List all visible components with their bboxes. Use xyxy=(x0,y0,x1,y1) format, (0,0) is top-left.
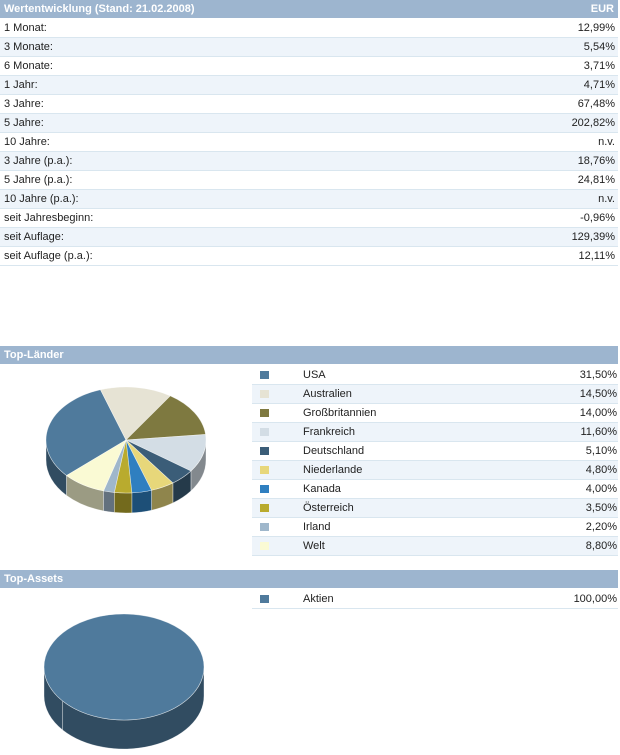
performance-value: n.v. xyxy=(598,136,615,148)
legend-value: 8,80% xyxy=(585,540,617,552)
legend-swatch xyxy=(260,447,269,455)
performance-label: 10 Jahre: xyxy=(4,136,50,148)
legend-label: Großbritannien xyxy=(303,407,377,419)
legend-label: Niederlande xyxy=(303,464,363,476)
countries-title: Top-Länder xyxy=(4,349,64,361)
legend-row xyxy=(252,423,618,442)
performance-row xyxy=(0,38,618,57)
performance-label: seit Jahresbeginn: xyxy=(4,212,94,224)
performance-value: 202,82% xyxy=(571,117,615,129)
legend-swatch xyxy=(260,428,269,436)
performance-label: 10 Jahre (p.a.): xyxy=(4,193,79,205)
pie-slice xyxy=(44,614,204,720)
legend-label: Frankreich xyxy=(303,426,355,438)
legend-value: 14,00% xyxy=(579,407,617,419)
performance-label: seit Auflage: xyxy=(4,231,64,243)
performance-header xyxy=(0,0,618,18)
performance-value: 67,48% xyxy=(577,98,615,110)
legend-swatch xyxy=(260,523,269,531)
assets-pie-chart xyxy=(0,590,250,755)
pie-slice-side xyxy=(114,492,132,513)
countries-pie-chart xyxy=(0,366,250,566)
performance-title: Wertentwicklung (Stand: 21.02.2008) xyxy=(4,3,195,15)
legend-row xyxy=(252,518,618,537)
legend-label: Aktien xyxy=(303,593,334,605)
legend-value: 4,00% xyxy=(585,483,617,495)
performance-row xyxy=(0,76,618,95)
legend-swatch xyxy=(260,504,269,512)
performance-label: seit Auflage (p.a.): xyxy=(4,250,93,262)
assets-legend xyxy=(252,590,618,609)
legend-swatch xyxy=(260,542,269,550)
legend-swatch xyxy=(260,466,269,474)
performance-value: 18,76% xyxy=(577,155,615,167)
legend-row xyxy=(252,404,618,423)
legend-value: 31,50% xyxy=(579,369,617,381)
pie-slice-side xyxy=(104,491,115,513)
performance-label: 6 Monate: xyxy=(4,60,53,72)
legend-row xyxy=(252,442,618,461)
performance-value: 5,54% xyxy=(583,41,615,53)
legend-row xyxy=(252,480,618,499)
legend-swatch xyxy=(260,371,269,379)
performance-value: 12,99% xyxy=(577,22,615,34)
performance-table xyxy=(0,19,618,266)
legend-value: 5,10% xyxy=(585,445,617,457)
legend-label: Australien xyxy=(303,388,352,400)
performance-label: 5 Jahre (p.a.): xyxy=(4,174,73,186)
legend-row xyxy=(252,385,618,404)
performance-row xyxy=(0,190,618,209)
performance-row xyxy=(0,228,618,247)
legend-row xyxy=(252,537,618,556)
legend-label: Irland xyxy=(303,521,331,533)
legend-label: Österreich xyxy=(303,502,354,514)
legend-value: 3,50% xyxy=(585,502,617,514)
performance-label: 1 Jahr: xyxy=(4,79,38,91)
legend-value: 4,80% xyxy=(585,464,617,476)
legend-swatch xyxy=(260,595,269,603)
legend-row xyxy=(252,366,618,385)
legend-row xyxy=(252,499,618,518)
countries-legend xyxy=(252,366,618,556)
performance-row xyxy=(0,209,618,228)
performance-row xyxy=(0,57,618,76)
legend-label: Kanada xyxy=(303,483,341,495)
legend-label: USA xyxy=(303,369,326,381)
legend-swatch xyxy=(260,409,269,417)
countries-header xyxy=(0,346,618,364)
legend-value: 100,00% xyxy=(573,593,617,605)
pie-slice-side xyxy=(132,490,152,513)
performance-value: 3,71% xyxy=(583,60,615,72)
performance-label: 3 Jahre: xyxy=(4,98,44,110)
legend-label: Welt xyxy=(303,540,325,552)
assets-header xyxy=(0,570,618,588)
legend-swatch xyxy=(260,390,269,398)
legend-value: 2,20% xyxy=(585,521,617,533)
performance-label: 5 Jahre: xyxy=(4,117,44,129)
performance-row xyxy=(0,133,618,152)
legend-row xyxy=(252,461,618,480)
assets-title: Top-Assets xyxy=(4,573,64,585)
performance-value: n.v. xyxy=(598,193,615,205)
performance-row xyxy=(0,247,618,266)
performance-row xyxy=(0,171,618,190)
performance-value: 12,11% xyxy=(578,250,615,262)
performance-label: 3 Jahre (p.a.): xyxy=(4,155,73,167)
performance-value: 129,39% xyxy=(571,231,615,243)
performance-row xyxy=(0,19,618,38)
performance-row xyxy=(0,114,618,133)
performance-label: 3 Monate: xyxy=(4,41,53,53)
performance-row xyxy=(0,95,618,114)
currency-label: EUR xyxy=(590,3,614,15)
performance-label: 1 Monat: xyxy=(4,22,47,34)
performance-value: -0,96% xyxy=(580,212,615,224)
legend-label: Deutschland xyxy=(303,445,365,457)
performance-value: 4,71% xyxy=(583,79,615,91)
performance-row xyxy=(0,152,618,171)
performance-value: 24,81% xyxy=(577,174,615,186)
legend-swatch xyxy=(260,485,269,493)
legend-value: 11,60% xyxy=(580,426,617,438)
legend-row xyxy=(252,590,618,609)
legend-value: 14,50% xyxy=(579,388,617,400)
